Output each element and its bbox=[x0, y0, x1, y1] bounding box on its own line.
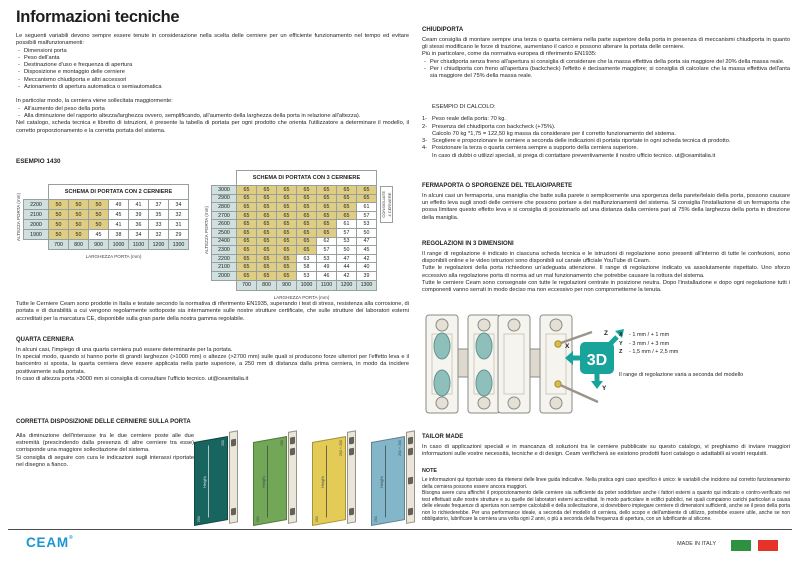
larghezza-value: 700 bbox=[237, 280, 257, 290]
hinge-block bbox=[231, 507, 236, 515]
paragraph: Tutte le cerniere Ceam sono consegnate con tutte le regolazioni centrate in posizione neutra. Dopo l'installazione e dopo ogni regolazione tutti i componenti vanno serrati in modo deciso ma non eccessivo per non comprometterne la tenuta. bbox=[422, 279, 790, 294]
portata-value: 65 bbox=[357, 194, 377, 203]
portata-value: 29 bbox=[169, 230, 189, 240]
tailor-made-section bbox=[422, 434, 790, 458]
larghezza-value: 1000 bbox=[297, 280, 317, 290]
portata-value: 65 bbox=[257, 271, 277, 280]
portata-value: 65 bbox=[317, 228, 337, 237]
load-tables-section bbox=[16, 170, 392, 300]
portata-value: 65 bbox=[357, 186, 377, 195]
door-illustration: Height 250 + 250 250 bbox=[312, 428, 358, 528]
portata-value: 50 bbox=[69, 220, 89, 230]
altezza-value: 2100 bbox=[24, 210, 49, 220]
portata-value: 65 bbox=[277, 211, 297, 220]
portata-value: 50 bbox=[357, 228, 377, 237]
portata-value: 33 bbox=[149, 220, 169, 230]
altezza-value: 2100 bbox=[212, 263, 237, 272]
door-frame bbox=[229, 430, 238, 524]
altezza-value: 2200 bbox=[212, 254, 237, 263]
certification-text: Tutte le Cerniere Ceam sono prodotte in Italia e testate secondo la normativa di riferimento EN1935, superando i test di stress, resistenza alla corrosione, di portata e di durabilità a cui vengono regolarmente sottoposte sia internamente sulle nostre strutture certificate, che sulle strutture dei laboratori esterni accreditati per la marcatura CE, disponibile sulla gran parte della nostra gamma regolabile. bbox=[16, 301, 409, 322]
note-heading: NOTE bbox=[422, 468, 437, 474]
portata-value: 53 bbox=[297, 271, 317, 280]
corretta-disposizione-heading: CORRETTA DISPOSIZIONE DELLE CERNIERE SULLA PORTA bbox=[16, 419, 191, 425]
stress-intro: In particolar modo, la cerniera viene sollecitata maggiormente: bbox=[16, 98, 173, 105]
altezza-value: 3000 bbox=[212, 186, 237, 195]
altezza-value: 2600 bbox=[212, 220, 237, 229]
svg-text:Z: Z bbox=[604, 330, 608, 337]
door-frame bbox=[406, 430, 415, 524]
portata-value: 65 bbox=[237, 271, 257, 280]
svg-text:3D: 3D bbox=[586, 352, 608, 369]
regolazioni-section bbox=[422, 241, 790, 294]
portata-value: 44 bbox=[337, 263, 357, 272]
hinge-block bbox=[231, 439, 236, 447]
portata-value: 65 bbox=[277, 228, 297, 237]
portata-value: 65 bbox=[297, 220, 317, 229]
altezza-axis-label: ALTEZZA PORTA (mm) bbox=[16, 193, 21, 241]
numbered-item: 4- Posizionare la terza o quarta cerniera sempre a supporto della cerniera superiore. In caso di dubbi o utilizzi speciali, si prega di contattare preventivamente il nostro ufficio tecnico. ut@ceamitalia.it bbox=[422, 145, 716, 159]
portata-value: 50 bbox=[69, 210, 89, 220]
portata-value: 65 bbox=[337, 186, 357, 195]
portata-value: 61 bbox=[337, 220, 357, 229]
table-3-cerniere-wrap bbox=[204, 170, 392, 300]
paragraph: Si consiglia di seguire con cura le indicazioni sugli interassi riportate nel disegno a fianco. bbox=[16, 454, 194, 468]
table-2-cerniere-wrap bbox=[16, 184, 189, 259]
portata-value: 41 bbox=[129, 200, 149, 210]
fermaporta-text: In alcuni casi un fermaporta, una maniglia che batte sulla parete o semplicemente una sporgenza della parete/telaio della porta, possono causare un effetto leva sugli snodi delle cerniere che possono portare a dei malfunzionamenti del sistema. Si consiglia l'installazione di un fermaporta che possa limitare questo effetto leva e si consiglia di posizionarlo ad una distanza dalla cerniera pari al 75% della larghezza della porta in direzione della maniglia. bbox=[422, 192, 790, 221]
hinge-block bbox=[349, 507, 354, 515]
portata-value: 53 bbox=[357, 220, 377, 229]
portata-value: 63 bbox=[297, 254, 317, 263]
portata-value: 65 bbox=[257, 220, 277, 229]
italy-flag-green bbox=[731, 540, 751, 551]
bullet-item: - Azionamento di apertura automatica o semiautomatica bbox=[18, 84, 162, 91]
portata-value: 65 bbox=[297, 203, 317, 212]
hinge-block bbox=[408, 437, 413, 445]
corretta-disposizione-text bbox=[16, 433, 194, 469]
bullet-item: - Per i chiudiporta con freno all'apertura (backcheck) l'effetto è decisamente maggiore; si consiglia di calcolare che la massa effettiva dell'anta sia maggiore del 75% della massa reale. bbox=[424, 65, 790, 80]
concealed-hinge-caps-illustration bbox=[424, 312, 502, 416]
portata-value: 45 bbox=[109, 210, 129, 220]
esempio-label: ESEMPIO 1430 bbox=[16, 158, 61, 165]
table-title: SCHEMA DI PORTATA CON 3 CERNIERE bbox=[237, 171, 377, 186]
fermaporta-heading: FERMAPORTA O SPORGENZE DEL TELAIO/PARETE bbox=[422, 183, 573, 189]
paragraph: Il range di regolazione è indicato in ciascuna scheda tecnica e le istruzioni di regolazione sono presenti all'interno di tutte le confezioni, sono disponibili online e le video istruzioni sono disponibili sul canale ufficiale YouTube di Ceam. bbox=[422, 250, 790, 264]
altezza-axis-label: ALTEZZA PORTA (mm) bbox=[204, 206, 209, 255]
portata-value: 65 bbox=[257, 254, 277, 263]
larghezza-value: 1100 bbox=[129, 240, 149, 250]
consigliate-4-cerniere-label bbox=[380, 186, 393, 223]
door-illustration: Height 250 250 bbox=[253, 428, 299, 528]
altezza-value: 2200 bbox=[24, 200, 49, 210]
portata-value: 50 bbox=[49, 230, 69, 240]
arrow-up-right-icon bbox=[610, 337, 617, 344]
regolazioni-text bbox=[422, 251, 790, 295]
bullet-item: - All'aumento del peso della porta bbox=[18, 105, 105, 112]
portata-value: 49 bbox=[317, 263, 337, 272]
altezza-value: 2000 bbox=[212, 271, 237, 280]
portata-value: 65 bbox=[257, 194, 277, 203]
portata-value: 65 bbox=[337, 211, 357, 220]
paragraph: Tutte le regolazioni della porta richiedono un'adeguata attenzione. Il range di regolazione indicato va assolutamente rispettato. Uno sforzo eccessivo alla regolazione porta di norma ad un mal funzionamento che potrebbe causare la rottura del sistema. bbox=[422, 265, 790, 279]
portata-value: 65 bbox=[337, 203, 357, 212]
portata-value: 65 bbox=[237, 263, 257, 272]
bullet-item: - Peso dell'anta bbox=[18, 54, 60, 61]
portata-value: 53 bbox=[317, 254, 337, 263]
fermaporta-section bbox=[422, 183, 790, 222]
hinge-block bbox=[408, 507, 413, 515]
bullet-item: - Per chiudiporta senza freno all'apertura si consiglia di considerare che la massa effettiva della porta sia maggiore del 20% della massa reale. bbox=[424, 58, 785, 65]
larghezza-value: 800 bbox=[257, 280, 277, 290]
portata-value: 65 bbox=[257, 186, 277, 195]
door-frame bbox=[347, 430, 356, 524]
note-text bbox=[422, 477, 790, 523]
made-in-italy-label: MADE IN ITALY bbox=[677, 541, 716, 547]
portata-table-2-cerniere bbox=[23, 184, 189, 250]
larghezza-value: 1300 bbox=[169, 240, 189, 250]
portata-value: 65 bbox=[237, 211, 257, 220]
portata-value: 42 bbox=[337, 271, 357, 280]
portata-value: 39 bbox=[129, 210, 149, 220]
portata-value: 65 bbox=[317, 203, 337, 212]
note-section bbox=[422, 468, 790, 523]
schema-portata-table bbox=[211, 170, 377, 291]
door-illustration: Height 250 + 250 250 bbox=[371, 428, 417, 528]
portata-value: 65 bbox=[297, 186, 317, 195]
ceam-logo bbox=[26, 535, 73, 550]
bullet-item: - Destinazione d'uso e frequenza di apertura bbox=[18, 62, 133, 69]
portata-value: 50 bbox=[89, 200, 109, 210]
table-title: SCHEMA DI PORTATA CON 2 CERNIERE bbox=[49, 185, 189, 200]
schema-portata-table bbox=[23, 184, 189, 250]
portata-table-3-cerniere bbox=[211, 170, 377, 291]
portata-value: 31 bbox=[169, 220, 189, 230]
portata-value: 42 bbox=[357, 254, 377, 263]
paragraph: In alcuni casi, l'impiego di una quarta cerniera può essere determinante per la portata. bbox=[16, 346, 233, 353]
portata-value: 58 bbox=[297, 263, 317, 272]
portata-value: 34 bbox=[129, 230, 149, 240]
larghezza-value: 1200 bbox=[149, 240, 169, 250]
esempio-calcolo-section bbox=[422, 104, 790, 160]
bullet-item: - Dimensioni porta bbox=[18, 47, 67, 54]
larghezza-value: 1300 bbox=[357, 280, 377, 290]
altezza-value: 1900 bbox=[24, 230, 49, 240]
portata-value: 65 bbox=[257, 263, 277, 272]
portata-value: 65 bbox=[237, 186, 257, 195]
portata-value: 65 bbox=[297, 246, 317, 255]
numbered-item: 1- Peso reale della porta: 70 kg. bbox=[422, 116, 506, 123]
portata-value: 65 bbox=[237, 203, 257, 212]
svg-text:X: X bbox=[565, 343, 570, 350]
portata-value: 50 bbox=[49, 200, 69, 210]
portata-value: 50 bbox=[49, 210, 69, 220]
chiudiporta-text-2: Più in particolare, come da normativa europea di riferimento EN1935: bbox=[422, 51, 597, 58]
portata-value: 61 bbox=[357, 203, 377, 212]
chiudiporta-section bbox=[422, 27, 790, 80]
larghezza-value: 1000 bbox=[109, 240, 129, 250]
spacer bbox=[16, 91, 409, 98]
larghezza-axis-label: LARGHEZZA PORTA (mm) bbox=[85, 254, 142, 259]
stress-outro: Nel catalogo, scheda tecnica e libretto di istruzioni, è presente la tabella di portata per ogni prodotto che orienta l'utilizzatore a determinare il modello, il corretto proporzionamento e la corretta portata del sistema. bbox=[16, 120, 409, 134]
portata-value: 50 bbox=[337, 246, 357, 255]
altezza-value: 2400 bbox=[212, 237, 237, 246]
portata-value: 65 bbox=[297, 194, 317, 203]
portata-value: 65 bbox=[257, 246, 277, 255]
side-label-line: CONSIGLIATE bbox=[380, 191, 386, 218]
esempio-calcolo-list bbox=[422, 116, 790, 160]
door-hinge-spacing-illustrations bbox=[194, 428, 417, 528]
intro-bullet-list bbox=[16, 48, 409, 92]
paragraph: Alla diminuzione dell'interasse tra le due cerniere poste alle due estremità (prescindendo dalla presenza di altre cerniere tra esse) corrisponde una maggiore sollecitazione del sistema. bbox=[16, 432, 194, 454]
portata-value: 65 bbox=[317, 186, 337, 195]
portata-value: 65 bbox=[257, 228, 277, 237]
portata-value: 40 bbox=[357, 263, 377, 272]
larghezza-axis-label: LARGHEZZA PORTA (mm) bbox=[273, 294, 330, 300]
altezza-value: 2700 bbox=[212, 211, 237, 220]
portata-value: 65 bbox=[317, 194, 337, 203]
footer-divider bbox=[8, 529, 792, 530]
quarta-cerniera-text bbox=[16, 347, 409, 383]
larghezza-value: 1100 bbox=[317, 280, 337, 290]
portata-value: 65 bbox=[277, 203, 297, 212]
portata-value: 65 bbox=[257, 203, 277, 212]
hinge-block bbox=[290, 507, 295, 515]
esempio-calcolo-heading: ESEMPIO DI CALCOLO: bbox=[432, 104, 496, 110]
portata-value: 34 bbox=[169, 200, 189, 210]
tailor-made-text: In caso di applicazioni speciali e in mancanza di soluzioni tra le cerniere pubblicate su questo catalogo, vi preghiamo di inviare maggiori informazioni sulle vostre necessità, tecniche e di design. Ceam verificherà se esistono prodotti fuori catalogo o adattabili ai vostri requisiti. bbox=[422, 443, 790, 457]
portata-value: 47 bbox=[357, 237, 377, 246]
portata-value: 65 bbox=[257, 211, 277, 220]
portata-value: 38 bbox=[109, 230, 129, 240]
bullet-item: - Meccanismo chiudiporta e altri accessori bbox=[18, 76, 127, 83]
portata-value: 65 bbox=[237, 220, 257, 229]
larghezza-value: 700 bbox=[49, 240, 69, 250]
door-frame bbox=[288, 430, 297, 524]
portata-value: 65 bbox=[297, 211, 317, 220]
registered-mark: ® bbox=[68, 535, 74, 541]
larghezza-value: 800 bbox=[69, 240, 89, 250]
altezza-value: 2500 bbox=[212, 228, 237, 237]
quarta-cerniera-heading: QUARTA CERNIERA bbox=[16, 337, 74, 343]
hinge-block bbox=[408, 477, 413, 485]
portata-value: 65 bbox=[237, 246, 257, 255]
portata-value: 65 bbox=[277, 263, 297, 272]
adjustment-range-row: Z - 1,5 mm / + 2,5 mm bbox=[619, 349, 679, 356]
altezza-value: 2000 bbox=[24, 220, 49, 230]
adjustment-illustrations bbox=[422, 310, 790, 430]
regolazioni-heading: REGOLAZIONI IN 3 DIMENSIONI bbox=[422, 241, 514, 247]
portata-value: 65 bbox=[257, 237, 277, 246]
portata-value: 50 bbox=[69, 230, 89, 240]
page-title: Informazioni tecniche bbox=[16, 8, 180, 26]
portata-value: 65 bbox=[237, 254, 257, 263]
altezza-value: 2300 bbox=[212, 246, 237, 255]
paragraph: Bisogna avere cura affinché il proporzionamento delle cerniere sia sufficiente da poter soddisfare anche i fattori esterni a quanto qui indicato e contro-verificato nei test effettuati sulle nostre strutture e su quelle dei laboratori esterni accreditati. In modo particolare in edifici pubblici, nei quali compaiono carichi particolari a causa delle elevate frequenze di apertura non sempre calcolabili e della sollecitazione, si dovrebbero impiegare cerniere di dimensioni sufficienti, anche se il peso della porta non lo richiederebbe. Per una performance ideale, a seconda del modello di cerniera, dello scopo e dell'ambiente di utilizzo, potrebbe essere utile, anche se non obbligatorio, lubrificare la cerniera una volta ogni 2 anni, o più a seconda della frequenza di apertura, con un lubrificante al silicone. bbox=[422, 490, 790, 523]
portata-value: 65 bbox=[317, 211, 337, 220]
range-note: Il range di regolazione varia a seconda del modello bbox=[619, 372, 744, 378]
portata-value: 46 bbox=[317, 271, 337, 280]
portata-value: 65 bbox=[277, 220, 297, 229]
portata-value: 50 bbox=[49, 220, 69, 230]
portata-value: 41 bbox=[109, 220, 129, 230]
paragraph: In special modo, quando si hanno porte di grandi larghezze (>1000 mm) o altezze (>2700 mm) sulle quali si producono forze ulteriori per l'effetto leva e il baricentro si sposta, la quarta cerniera deve essere applicata nella parte superiore, a 250 mm di distanza dalla prima cerniera, in modo da incidere positivamente sulla portata. bbox=[16, 353, 409, 375]
portata-value: 65 bbox=[317, 220, 337, 229]
portata-value: 47 bbox=[337, 254, 357, 263]
portata-value: 32 bbox=[169, 210, 189, 220]
chiudiporta-heading: CHIUDIPORTA bbox=[422, 27, 464, 33]
portata-value: 65 bbox=[277, 271, 297, 280]
portata-value: 65 bbox=[337, 194, 357, 203]
svg-text:Y: Y bbox=[602, 385, 607, 392]
portata-value: 62 bbox=[317, 237, 337, 246]
portata-value: 65 bbox=[277, 237, 297, 246]
portata-value: 65 bbox=[277, 186, 297, 195]
portata-value: 35 bbox=[149, 210, 169, 220]
portata-value: 57 bbox=[357, 211, 377, 220]
portata-value: 65 bbox=[277, 194, 297, 203]
side-label-line: 4 CERNIERE bbox=[386, 192, 392, 217]
certification-paragraph bbox=[16, 301, 409, 323]
hinge-block bbox=[349, 437, 354, 445]
portata-value: 36 bbox=[129, 220, 149, 230]
portata-value: 50 bbox=[89, 220, 109, 230]
portata-value: 57 bbox=[317, 246, 337, 255]
bullet-item: - Alla diminuzione del rapporto altezza/larghezza ovvero, semplificando, all'aumento della larghezza della porta in relazione all'altezza). bbox=[18, 112, 361, 119]
portata-value: 32 bbox=[149, 230, 169, 240]
larghezza-value: 900 bbox=[277, 280, 297, 290]
chiudiporta-bullet-list bbox=[422, 59, 790, 81]
numbered-item: 3- Scegliere e proporzionare le cerniere a seconda delle indicazioni di portata riportate in ogni scheda tecnica di prodotto. bbox=[422, 138, 731, 145]
italy-flag-red bbox=[758, 540, 778, 551]
bullet-item: - Disposizione e montaggio delle cerniere bbox=[18, 69, 125, 76]
portata-value: 65 bbox=[237, 194, 257, 203]
portata-value: 65 bbox=[237, 237, 257, 246]
chiudiporta-text-1: Ceam consiglia di montare sempre una terza o quarta cerniera nella parte superiore della porta in presenza di meccanismi chiudiporta in quanto gli stessi modificano le forze di trazione, aumentano il carico e possono alterare la portata delle cerniere. bbox=[422, 36, 790, 50]
portata-value: 39 bbox=[357, 271, 377, 280]
portata-value: 65 bbox=[277, 246, 297, 255]
stress-bullet-list bbox=[16, 106, 409, 121]
paragraph: In caso di altezza porta >3000 mm si consiglia di consultare l'ufficio tecnico. ut@ceamitalia.it bbox=[16, 375, 249, 382]
portata-value: 65 bbox=[237, 228, 257, 237]
portata-value: 65 bbox=[277, 254, 297, 263]
portata-value: 65 bbox=[297, 228, 317, 237]
adjustment-range-row: X - 1 mm / + 1 mm bbox=[619, 332, 670, 338]
intro-section bbox=[16, 33, 409, 135]
larghezza-value: 900 bbox=[89, 240, 109, 250]
larghezza-value: 1200 bbox=[337, 280, 357, 290]
portata-value: 65 bbox=[297, 237, 317, 246]
portata-value: 53 bbox=[337, 237, 357, 246]
altezza-value: 2800 bbox=[212, 203, 237, 212]
portata-value: 37 bbox=[149, 200, 169, 210]
hinge-block bbox=[290, 437, 295, 445]
ceam-logo-text: CEAM bbox=[26, 535, 69, 550]
adjustment-range-list bbox=[619, 332, 678, 358]
hinge-block bbox=[349, 448, 354, 456]
quarta-cerniera-section bbox=[16, 337, 409, 383]
altezza-value: 2900 bbox=[212, 194, 237, 203]
portata-value: 50 bbox=[69, 200, 89, 210]
portata-value: 57 bbox=[337, 228, 357, 237]
adjustment-range-row: Y - 3 mm / + 3 mm bbox=[619, 340, 670, 347]
tailor-made-heading: TAILOR MADE bbox=[422, 434, 464, 440]
portata-value: 45 bbox=[357, 246, 377, 255]
portata-value: 45 bbox=[89, 230, 109, 240]
portata-value: 50 bbox=[89, 210, 109, 220]
hinge-block bbox=[290, 448, 295, 456]
numbered-item: 2- Presenza del chiudiporta con backcheck (+75%). Calcolo 70 kg *1,75 = 122,50 kg massa da considerare per il corretto funzionamento del sistema. bbox=[422, 123, 676, 137]
portata-value: 49 bbox=[109, 200, 129, 210]
door-illustration: Height 250 250 bbox=[194, 428, 240, 528]
intro-text: Le seguenti variabili devono sempre essere tenute in considerazione nella scelta delle cerniere per un efficiente funzionamento nel tempo ed evitare possibili malfunzionamenti: bbox=[16, 33, 409, 47]
hinge-block bbox=[408, 448, 413, 456]
paragraph: Le informazioni qui riportate sono da ritenersi delle linee guida indicative. Nella pratica ogni caso specifico è unico: le variabili che incidono sul corretto funzionamento della cerniera possono essere ancora maggiori. bbox=[422, 477, 790, 490]
